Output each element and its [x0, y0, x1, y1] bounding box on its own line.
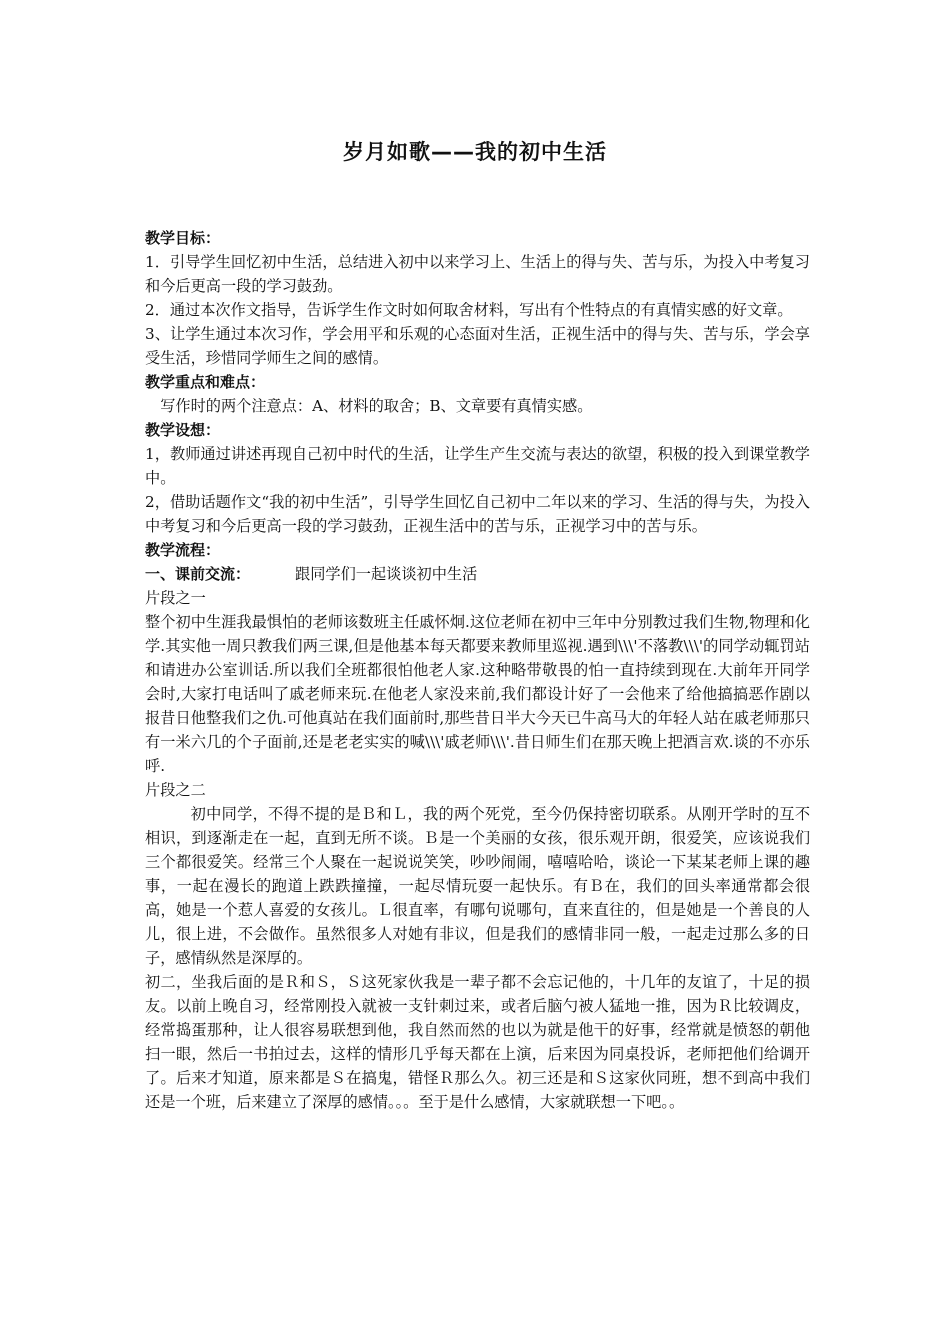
flow-step-1 — [145, 562, 810, 586]
fragment-2-paragraph-1: 初中同学，不得不提的是Ｂ和Ｌ，我的两个死党，至今仍保持密切联系。从刚开学时的互不相识，到逐渐走在一起，直到无所不谈。Ｂ是一个美丽的女孩，很乐观开朗，很爱笑，应该说我们三个都很爱笑。经常三个人聚在一起说说笑笑，吵吵闹闹，嘻嘻哈哈，谈论一下某某老师上课的趣事，一起在漫长的跑道上跌跌撞撞，一起尽情玩耍一起快乐。有Ｂ在，我们的回头率通常都会很高，她是一个惹人喜爱的女孩儿。Ｌ很直率，有哪句说哪句，直来直往的，但是她是一个善良的人儿，很上进，不会做作。虽然很多人对她有非议，但是我们的感情非同一般，一起走过那么多的日子，感情纵然是深厚的。 — [145, 805, 810, 967]
goal-item-1: 1．引导学生回忆初中生活，总结进入初中以来学习上、生活上的得与失、苦与乐，为投入中考复习和今后更高一段的学习鼓劲。 — [145, 253, 810, 295]
keypoints-text: 写作时的两个注意点：A、材料的取舍；B、文章要有真情实感。 — [160, 397, 593, 415]
goals-heading: 教学目标： — [145, 229, 221, 247]
fragment-2-paragraph-2: 初二，坐我后面的是Ｒ和Ｓ，Ｓ这死家伙我是一辈子都不会忘记他的，十几年的友谊了，十足的损友。以前上晚自习，经常刚投入就被一支针刺过来，或者后脑勺被人猛地一推，因为Ｒ比较调皮，经常捣蛋那种，让人很容易联想到他，我自然而然的也以为就是他干的好事，经常就是愤怒的朝他扫一眼，然后一书拍过去，这样的情形几乎每天都在上演，后来因为同桌投诉，老师把他们给调开了。后来才知道，原来都是Ｓ在搞鬼，错怪Ｒ那么久。初三还是和Ｓ这家伙同班，想不到高中我们还是一个班，后来建立了深厚的感情。。。至于是什么感情，大家就联想一下吧。。 — [145, 973, 810, 1111]
document-body — [145, 226, 810, 1114]
fragment-1-text: 整个初中生涯我最惧怕的老师该数班主任戚怀炯.这位老师在初中三年中分别教过我们生物,物理和化学.其实他一周只教我们两三课,但是他基本每天都要来教师里巡视.遇到\\\'不落教\\\'的同学动辄罚站和请进办公室训话.所以我们全班都很怕他老人家.这种略带敬畏的怕一直持续到现在.大前年开同学会时,大家打电话叫了戚老师来玩.在他老人家没来前,我们都设计好了一会他来了给他搞搞恶作剧以报昔日他整我们之仇.可他真站在我们面前时,那些昔日半大今天已牛高马大的年轻人站在戚老师那只有一米六几的个子面前,还是老老实实的喊\\\'戚老师\\\'.昔日师生们在那天晚上把酒言欢.谈的不亦乐呼. — [145, 613, 810, 775]
design-item-2: 2，借助话题作文“我的初中生活”，引导学生回忆自己初中二年以来的学习、生活的得与失，为投入中考复习和今后更高一段的学习鼓劲，正视生活中的苦与乐，正视学习中的苦与乐。 — [145, 493, 810, 535]
keypoints-heading: 教学重点和难点： — [145, 373, 266, 391]
fragment-1-label: 片段之一 — [145, 589, 206, 607]
design-heading: 教学设想： — [145, 421, 221, 439]
document-title: 岁月如歌——我的初中生活 — [343, 140, 607, 164]
fragment-2-label: 片段之二 — [145, 781, 206, 799]
goal-item-2: 2．通过本次作文指导，告诉学生作文时如何取舍材料，写出有个性特点的有真情实感的好文章。 — [145, 301, 793, 319]
flow-step-1-heading: 一、课前交流： — [145, 565, 251, 583]
flow-heading: 教学流程： — [145, 541, 221, 559]
design-item-1: 1，教师通过讲述再现自己初中时代的生活，让学生产生交流与表达的欲望，积极的投入到课堂教学中。 — [145, 445, 810, 487]
flow-step-1-text: 跟同学们一起谈谈初中生活 — [295, 565, 478, 583]
goal-item-3: 3、让学生通过本次习作，学会用平和乐观的心态面对生活，正视生活中的得与失、苦与乐，学会享受生活，珍惜同学师生之间的感情。 — [145, 325, 810, 367]
